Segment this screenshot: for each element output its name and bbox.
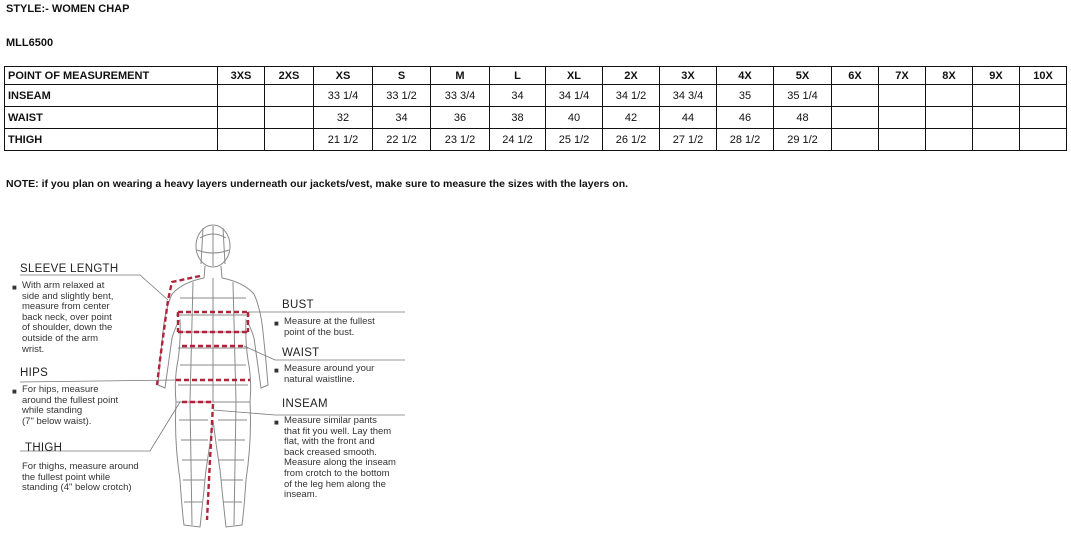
thigh-title: THIGH — [25, 442, 63, 454]
desc-line: inseam. — [284, 489, 318, 501]
desc-line: Measure similar pants — [284, 415, 377, 426]
table-cell: 46 — [717, 107, 774, 129]
desc-line: side and slightly bent, — [22, 290, 114, 302]
table-cell — [973, 85, 1020, 107]
column-header-measurement: POINT OF MEASUREMENT — [5, 67, 218, 85]
table-cell: 34 1/2 — [603, 85, 660, 107]
column-header-size: 4X — [717, 67, 774, 85]
layering-note: NOTE: if you plan on wearing a heavy layers underneath our jackets/vest, make sure to measure the sizes with the layers on. — [6, 178, 629, 190]
row-label: INSEAM — [5, 85, 218, 107]
table-row — [5, 129, 1067, 151]
table-row — [5, 107, 1067, 129]
table-cell — [218, 85, 265, 107]
column-header-size: 3XS — [218, 67, 265, 85]
bust-desc — [284, 317, 375, 338]
table-cell: 25 1/2 — [546, 129, 603, 151]
desc-line: Measure at the fullest — [284, 316, 375, 327]
table-cell — [1020, 85, 1067, 107]
table-cell: 34 1/4 — [546, 85, 603, 107]
table-cell — [832, 129, 879, 151]
table-cell: 34 3/4 — [660, 85, 717, 107]
desc-line: outside of the arm — [22, 332, 99, 344]
hips-desc — [22, 385, 118, 427]
table-cell: 21 1/2 — [314, 129, 373, 151]
column-header-size: M — [431, 67, 490, 85]
thigh-desc — [22, 462, 139, 494]
table-cell — [973, 107, 1020, 129]
sleeve-length-title: SLEEVE LENGTH — [20, 263, 119, 275]
table-header-row — [5, 67, 1067, 85]
desc-line: standing (4" below crotch) — [22, 482, 132, 494]
size-chart-table — [4, 66, 1067, 151]
table-cell — [879, 107, 926, 129]
table-row — [5, 85, 1067, 107]
sleeve-length-desc — [22, 281, 113, 355]
waist-desc — [284, 364, 374, 385]
column-header-size: 8X — [926, 67, 973, 85]
table-cell: 33 1/2 — [373, 85, 431, 107]
table-cell — [265, 85, 314, 107]
table-cell: 29 1/2 — [774, 129, 832, 151]
desc-line: the fullest point while — [22, 471, 111, 483]
column-header-size: 2X — [603, 67, 660, 85]
table-cell — [1020, 129, 1067, 151]
table-cell: 26 1/2 — [603, 129, 660, 151]
desc-line: With arm relaxed at — [22, 280, 105, 291]
waist-title: WAIST — [282, 347, 320, 359]
bullet-icon: ■ — [274, 366, 279, 375]
table-cell: 42 — [603, 107, 660, 129]
table-cell: 32 — [314, 107, 373, 129]
measurement-guide — [0, 220, 520, 537]
table-cell — [832, 107, 879, 129]
table-cell: 35 — [717, 85, 774, 107]
desc-line: point of the bust. — [284, 326, 355, 338]
table-cell: 27 1/2 — [660, 129, 717, 151]
table-cell: 35 1/4 — [774, 85, 832, 107]
style-code: MLL6500 — [6, 37, 54, 49]
desc-line: wrist. — [22, 343, 45, 355]
desc-line: flat, with the front and — [284, 436, 375, 448]
desc-line: back creased smooth. — [284, 446, 377, 458]
desc-line: For thighs, measure around — [22, 461, 139, 472]
desc-line: of shoulder, down the — [22, 322, 113, 334]
column-header-size: XL — [546, 67, 603, 85]
column-header-size: 9X — [973, 67, 1020, 85]
table-cell: 28 1/2 — [717, 129, 774, 151]
table-cell — [926, 107, 973, 129]
inseam-desc — [284, 416, 396, 501]
desc-line: Measure along the inseam — [284, 457, 396, 469]
desc-line: Measure around your — [284, 363, 375, 374]
table-cell — [265, 129, 314, 151]
row-label: THIGH — [5, 129, 218, 151]
table-cell: 44 — [660, 107, 717, 129]
table-cell: 40 — [546, 107, 603, 129]
column-header-size: L — [490, 67, 546, 85]
bullet-icon: ■ — [274, 319, 279, 328]
row-label: WAIST — [5, 107, 218, 129]
inseam-title: INSEAM — [282, 398, 328, 410]
desc-line: of the leg hem along the — [284, 478, 386, 490]
column-header-size: 6X — [832, 67, 879, 85]
desc-line: back neck, over point — [22, 311, 112, 323]
column-header-size: XS — [314, 67, 373, 85]
table-cell — [926, 129, 973, 151]
table-cell — [879, 129, 926, 151]
table-cell — [973, 129, 1020, 151]
table-cell: 38 — [490, 107, 546, 129]
desc-line: natural waistline. — [284, 373, 355, 385]
desc-line: For hips, measure — [22, 384, 99, 395]
bust-title: BUST — [282, 299, 314, 311]
desc-line: from crotch to the bottom — [284, 467, 390, 479]
table-cell — [218, 107, 265, 129]
desc-line: measure from center — [22, 301, 110, 313]
table-cell: 36 — [431, 107, 490, 129]
column-header-size: 5X — [774, 67, 832, 85]
table-cell — [1020, 107, 1067, 129]
desc-line: while standing — [22, 405, 83, 417]
table-cell: 24 1/2 — [490, 129, 546, 151]
table-cell — [832, 85, 879, 107]
table-cell: 23 1/2 — [431, 129, 490, 151]
table-cell — [218, 129, 265, 151]
style-title: STYLE:- WOMEN CHAP — [6, 3, 130, 15]
column-header-size: 10X — [1020, 67, 1067, 85]
table-cell — [265, 107, 314, 129]
bullet-icon: ■ — [12, 387, 17, 396]
table-cell: 33 3/4 — [431, 85, 490, 107]
column-header-size: 3X — [660, 67, 717, 85]
bullet-icon: ■ — [12, 283, 17, 292]
table-cell: 33 1/4 — [314, 85, 373, 107]
bullet-icon: ■ — [274, 418, 279, 427]
column-header-size: 7X — [879, 67, 926, 85]
table-cell: 22 1/2 — [373, 129, 431, 151]
desc-line: that fit you well. Lay them — [284, 425, 392, 437]
table-cell — [879, 85, 926, 107]
table-cell — [926, 85, 973, 107]
column-header-size: 2XS — [265, 67, 314, 85]
table-cell: 34 — [373, 107, 431, 129]
desc-line: around the fullest point — [22, 394, 119, 406]
desc-line: (7" below waist). — [22, 415, 92, 427]
table-cell: 48 — [774, 107, 832, 129]
column-header-size: S — [373, 67, 431, 85]
hips-title: HIPS — [20, 367, 49, 379]
table-cell: 34 — [490, 85, 546, 107]
